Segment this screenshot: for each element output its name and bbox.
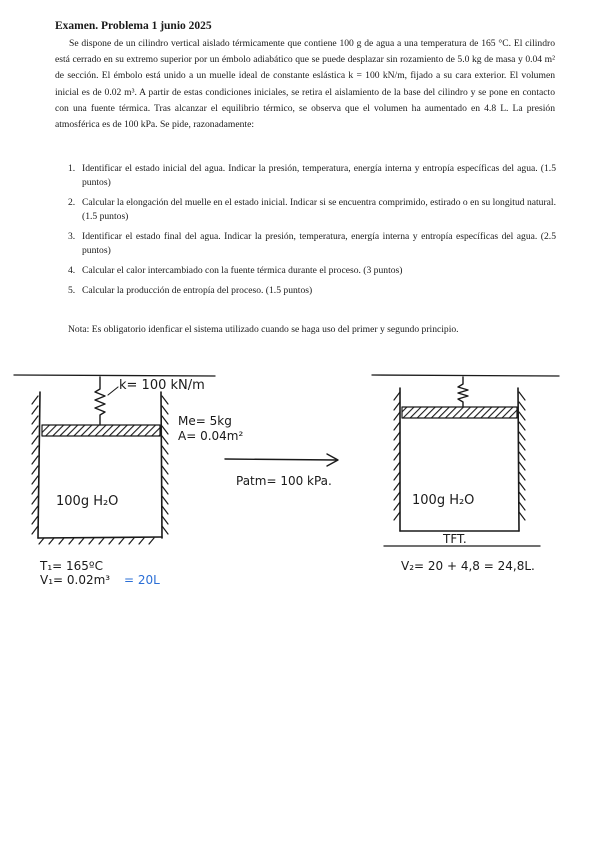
ceiling-line: [14, 375, 215, 376]
wall-hatching-right: [519, 392, 525, 520]
wall-hatching-right: [162, 396, 168, 534]
thermal-source-label: TFT.: [443, 532, 467, 546]
spring-icon: [95, 377, 105, 425]
process-arrow-icon: [225, 454, 338, 466]
task-item: 2. Calcular la elongación del muelle en el estado inicial. Indicar si se encuentra comprimido, estirado o en su longitud natural. (1.5 puntos): [68, 197, 556, 222]
final-volume: V₂= 20 + 4,8 = 24,8L.: [401, 559, 535, 573]
ceiling-line: [372, 375, 559, 376]
piston: [42, 425, 160, 436]
piston-area-label: A= 0.04m²: [178, 429, 244, 443]
task-item: 4. Calcular el calor intercambiado con la fuente térmica durante el proceso. (3 puntos): [68, 265, 403, 276]
cylinder-final: [372, 375, 559, 546]
atmospheric-pressure-label: Patm= 100 kPa.: [236, 474, 332, 488]
wall-hatching-left: [394, 392, 400, 520]
wall-hatching-left: [32, 396, 38, 534]
piston-mass-label: Me= 5kg: [178, 414, 232, 428]
initial-volume-liters: = 20L: [124, 573, 160, 587]
spring-constant-label: k= 100 kN/m: [119, 378, 205, 393]
task-item: 5. Calcular la producción de entropía del proceso. (1.5 puntos): [68, 285, 313, 296]
piston: [402, 407, 517, 418]
cylinder-initial: [14, 375, 215, 544]
base-hatching: [39, 538, 154, 544]
spring-icon: [458, 377, 468, 407]
initial-temperature: T₁= 165ºC: [40, 559, 103, 573]
problem-statement: Se dispone de un cilindro vertical aislado térmicamente que contiene 100 g de agua a una temperatura de 165 °C. El cilindro está cerrado en su extremo superior por un émbolo adiabático que se puede desplazar sin rozamiento de 5.0 kg de masa y 0.04 m² de sección. El émbolo está unido a un muelle ideal de constante eslástica k = 100 kN/m, fijado a su cara exterior. El volumen inicial es de 0.02 m³. A partir de estas condiciones iniciales, se retira el aislamiento de la base del cilindro y se pone en contacto con una fuente térmica. Tras alcanzar el equilibrio térmico, se observa que el volumen ha aumentado en 4.8 L. La presión atmosférica es de 100 kPa. Se pide, razonadamente:: [55, 38, 555, 131]
exam-title: Examen. Problema 1 junio 2025: [55, 20, 212, 32]
water-label-initial: 100g H₂O: [56, 494, 119, 509]
task-item: 1. Identificar el estado inicial del agua. Indicar la presión, temperatura, energía interna y entropía específicas del agua. (1.5 puntos): [68, 163, 556, 188]
task-item: 3. Identificar el estado final del agua. Indicar la presión, temperatura, energía interna y entropía específicas del agua. (2.5 puntos): [68, 231, 556, 256]
initial-volume: V₁= 0.02m³: [40, 573, 111, 587]
exam-note: Nota: Es obligatorio idenficar el sistema utilizado cuando se haga uso del primer y segundo principio.: [68, 324, 459, 335]
water-label-final: 100g H₂O: [412, 493, 475, 508]
